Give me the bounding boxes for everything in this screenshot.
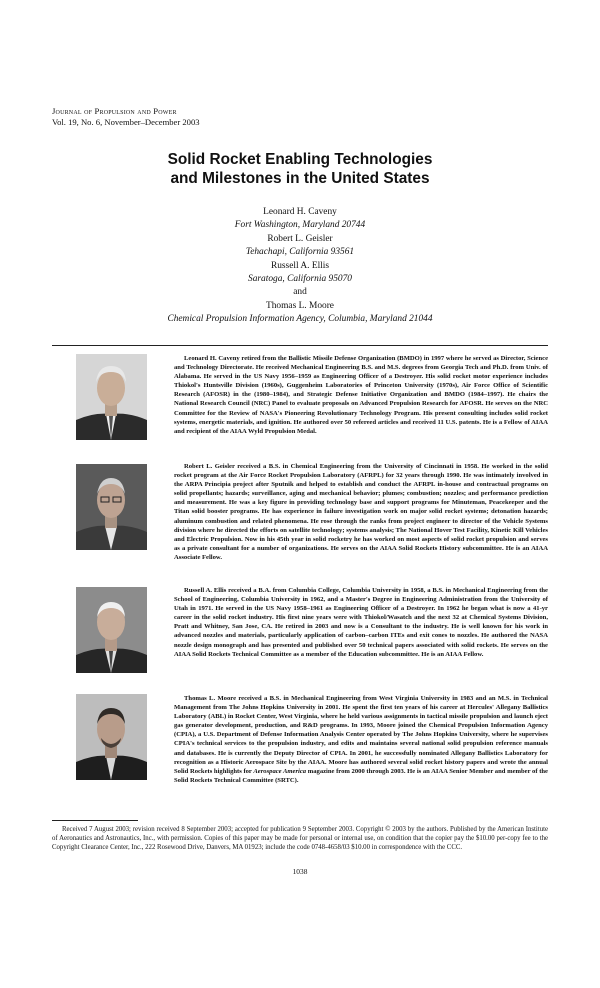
title-line-1: Solid Rocket Enabling Technologies [167,151,433,168]
author-name: Robert L. Geisler [267,233,333,244]
author-name: Leonard H. Caveny [263,207,337,217]
bio-text-tail: magazine from 2000 through 2003. He is an AIAA Senior Member and member of the Solid Rockets Technical Committee (SRTC). [174,767,548,784]
author-affiliation: Chemical Propulsion Information Agency, Columbia, Maryland 21044 [167,314,433,325]
bio-text-body: Leonard H. Caveny retired from the Ballistic Missile Defense Organization (BMDO) in 1997 where he served as Director, Science and Technology Directorate. He received Mechanical Engineering B.S. and M.S. degrees from Georgia Tech and Ph.D. from Univ. of Alabama. He served in the US Navy 1956–1959 as Engineering Officer of a Destroyer. His solid rocket motor experience includes Thiokol's Huntsville Division (1960s), Guggenheim Laboratories of Princeton University (1970s), Air Force Office of Scientific Research (AFOSR) in the (1980–1984), and Strategic Defense Initiative Organization and BMDO (1984–1997). He chairs the National Research Council (NRC) Panel to evaluate proposals on Advanced Propulsion Research for AFOSR. He serves on the NRC Committee for the Review of NASA's Pioneering Revolutionary Technology Program. His present consulting includes solid rocket systems, energetic materials, and ignition. He authored over 50 refereed articles and received 11 U.S. patents. He is a Fellow of AIAA and recipient of the AIAA Wyld Propulsion Medal. [174,355,548,435]
portrait-geisler [76,464,147,550]
author-affiliation: Saratoga, California 95070 [248,274,352,285]
bio-text-body: Russell A. Ellis received a B.A. from Columbia College, Columbia University in 1958, a B.S. in Mechanical Engineering from the School of Engineering, Columbia University in 1962, and a Master's Degree in Engineering Administration from the University of Utah in 1971. He served in the US Navy 1958–1961 as Engineering Officer of a Destroyer. In 1962 he began what is now a 41-yr career in the solid rocket industry. His first nine years were with Thiokol/Wasatch and the next 32 at Chemical Systems Division, Pratt and Whitney, San Jose, CA. He retired in 2003 and now is a Consultant to the industry. He is well known for his work in advanced nozzles and materials, particularly application of carbon–carbon ITEs and exit cones to nozzles. He authored the NASA nozzle design monograph and has presented and published over 50 technical papers associated with solid rockets. He serves on the AIAA Solid Rockets Technical Committee as a member of the Education subcommittee. He is an AIAA Fellow. [174,587,548,658]
journal-name: Journal of Propulsion and Power [52,106,177,116]
portrait-ellis [76,587,147,673]
paper-title [60,150,540,188]
and-word: and [293,287,307,298]
author-name: Russell A. Ellis [270,260,330,271]
bio-text [174,354,548,436]
bio-text-body: Robert L. Geisler received a B.S. in Chemical Engineering from the University of Cincinnati in 1958. He worked in the solid rocket program at the Air Force Rocket Propulsion Laboratory (AFRPL) for 32 years through 1990. He was intimately involved in the ARPA Principia project after Sputnik and helped to establish and conduct the AFRPL in-house and contractual programs on solid propellants; hazards; surveillance, aging and mechanical behavior; plumes; combustion; nozzles; and performance prediction and measurement. He was a key figure in providing technology base and support programs for Minuteman, Peacekeeper and the Titan solid booster programs. He has experience in failure investigation work on major solid rocket systems; detonation hazards; aluminum combustion and related phenomena. He rose through the ranks from project engineer to director of the Vehicle Systems division where he directed the efforts on satellite technology; systems analysis; The National Hover Test Facility, Kinetic Kill Vehicles and Electric Propulsion. Now in his 45th year in solid rocketry he has worked on most aspects of solid rocket propulsion and serves as a private consultant for a number of organizations. He serves on the AIAA Solid Rockets History subcommittee. He is an AIAA Associate Fellow. [174,463,548,561]
page-number: 1038 [292,867,308,876]
footnote: Received 7 August 2003; revision received 8 September 2003; accepted for publication 9 September 2003. Copyright © 2003 by the authors. Published by the American Institute of Aeronautics and Astronautics, Inc., with permission. Copies of this paper may be made for personal or internal use, on condition that the copier pay the $10.00 per-copy fee to the Copyright Clearance Center, Inc., 222 Rosewood Drive, Danvers, MA 01923; include the code 0748-4658/03 $10.00 in correspondence with the CCC. [52,826,548,851]
top-divider [52,345,548,346]
portrait-moore [76,694,147,780]
footnote-divider [52,820,138,821]
bio-italic-magazine: Aerospace America [253,767,307,775]
bio-text [174,694,548,785]
portrait-caveny [76,354,147,440]
author-block [60,206,540,327]
bio-text-body: Thomas L. Moore received a B.S. in Mechanical Engineering from West Virginia University in 1983 and an M.S. in Technical Management from The Johns Hopkins University in 2001. He spent the first ten years of his career at Hercules' Allegany Ballistics Laboratory (ABL) in Rocket Center, West Virginia, where he held various assignments in tactical missile propulsion and launch eject gas generator development, production, and R&D programs. In 1993, Moore joined the Chemical Propulsion Information Agency (CPIA), a U.S. Department of Defense Information Analysis Center operated by The Johns Hopkins University, where he supervises CPIA's technical services to the propulsion industry, and edits and maintains several national solid propulsion reference manuals and databases. He is currently the Deputy Director of CPIA. In 2001, he successfully nominated Allegany Ballistics Laboratory for recognition as a Historic Aerospace Site by the AIAA. Moore has authored several solid rocket history papers and wrote the annual Solid Rockets highlights for [174,695,548,775]
journal-header [52,106,200,128]
bio-text [174,462,548,562]
author-name: Thomas L. Moore [266,300,334,311]
author-affiliation: Fort Washington, Maryland 20744 [234,220,366,231]
bio-text [174,586,548,659]
title-line-2: and Milestones in the United States [170,170,430,187]
journal-issue: Vol. 19, No. 6, November–December 2003 [52,117,200,127]
author-affiliation: Tehachapi, California 93561 [245,247,355,258]
